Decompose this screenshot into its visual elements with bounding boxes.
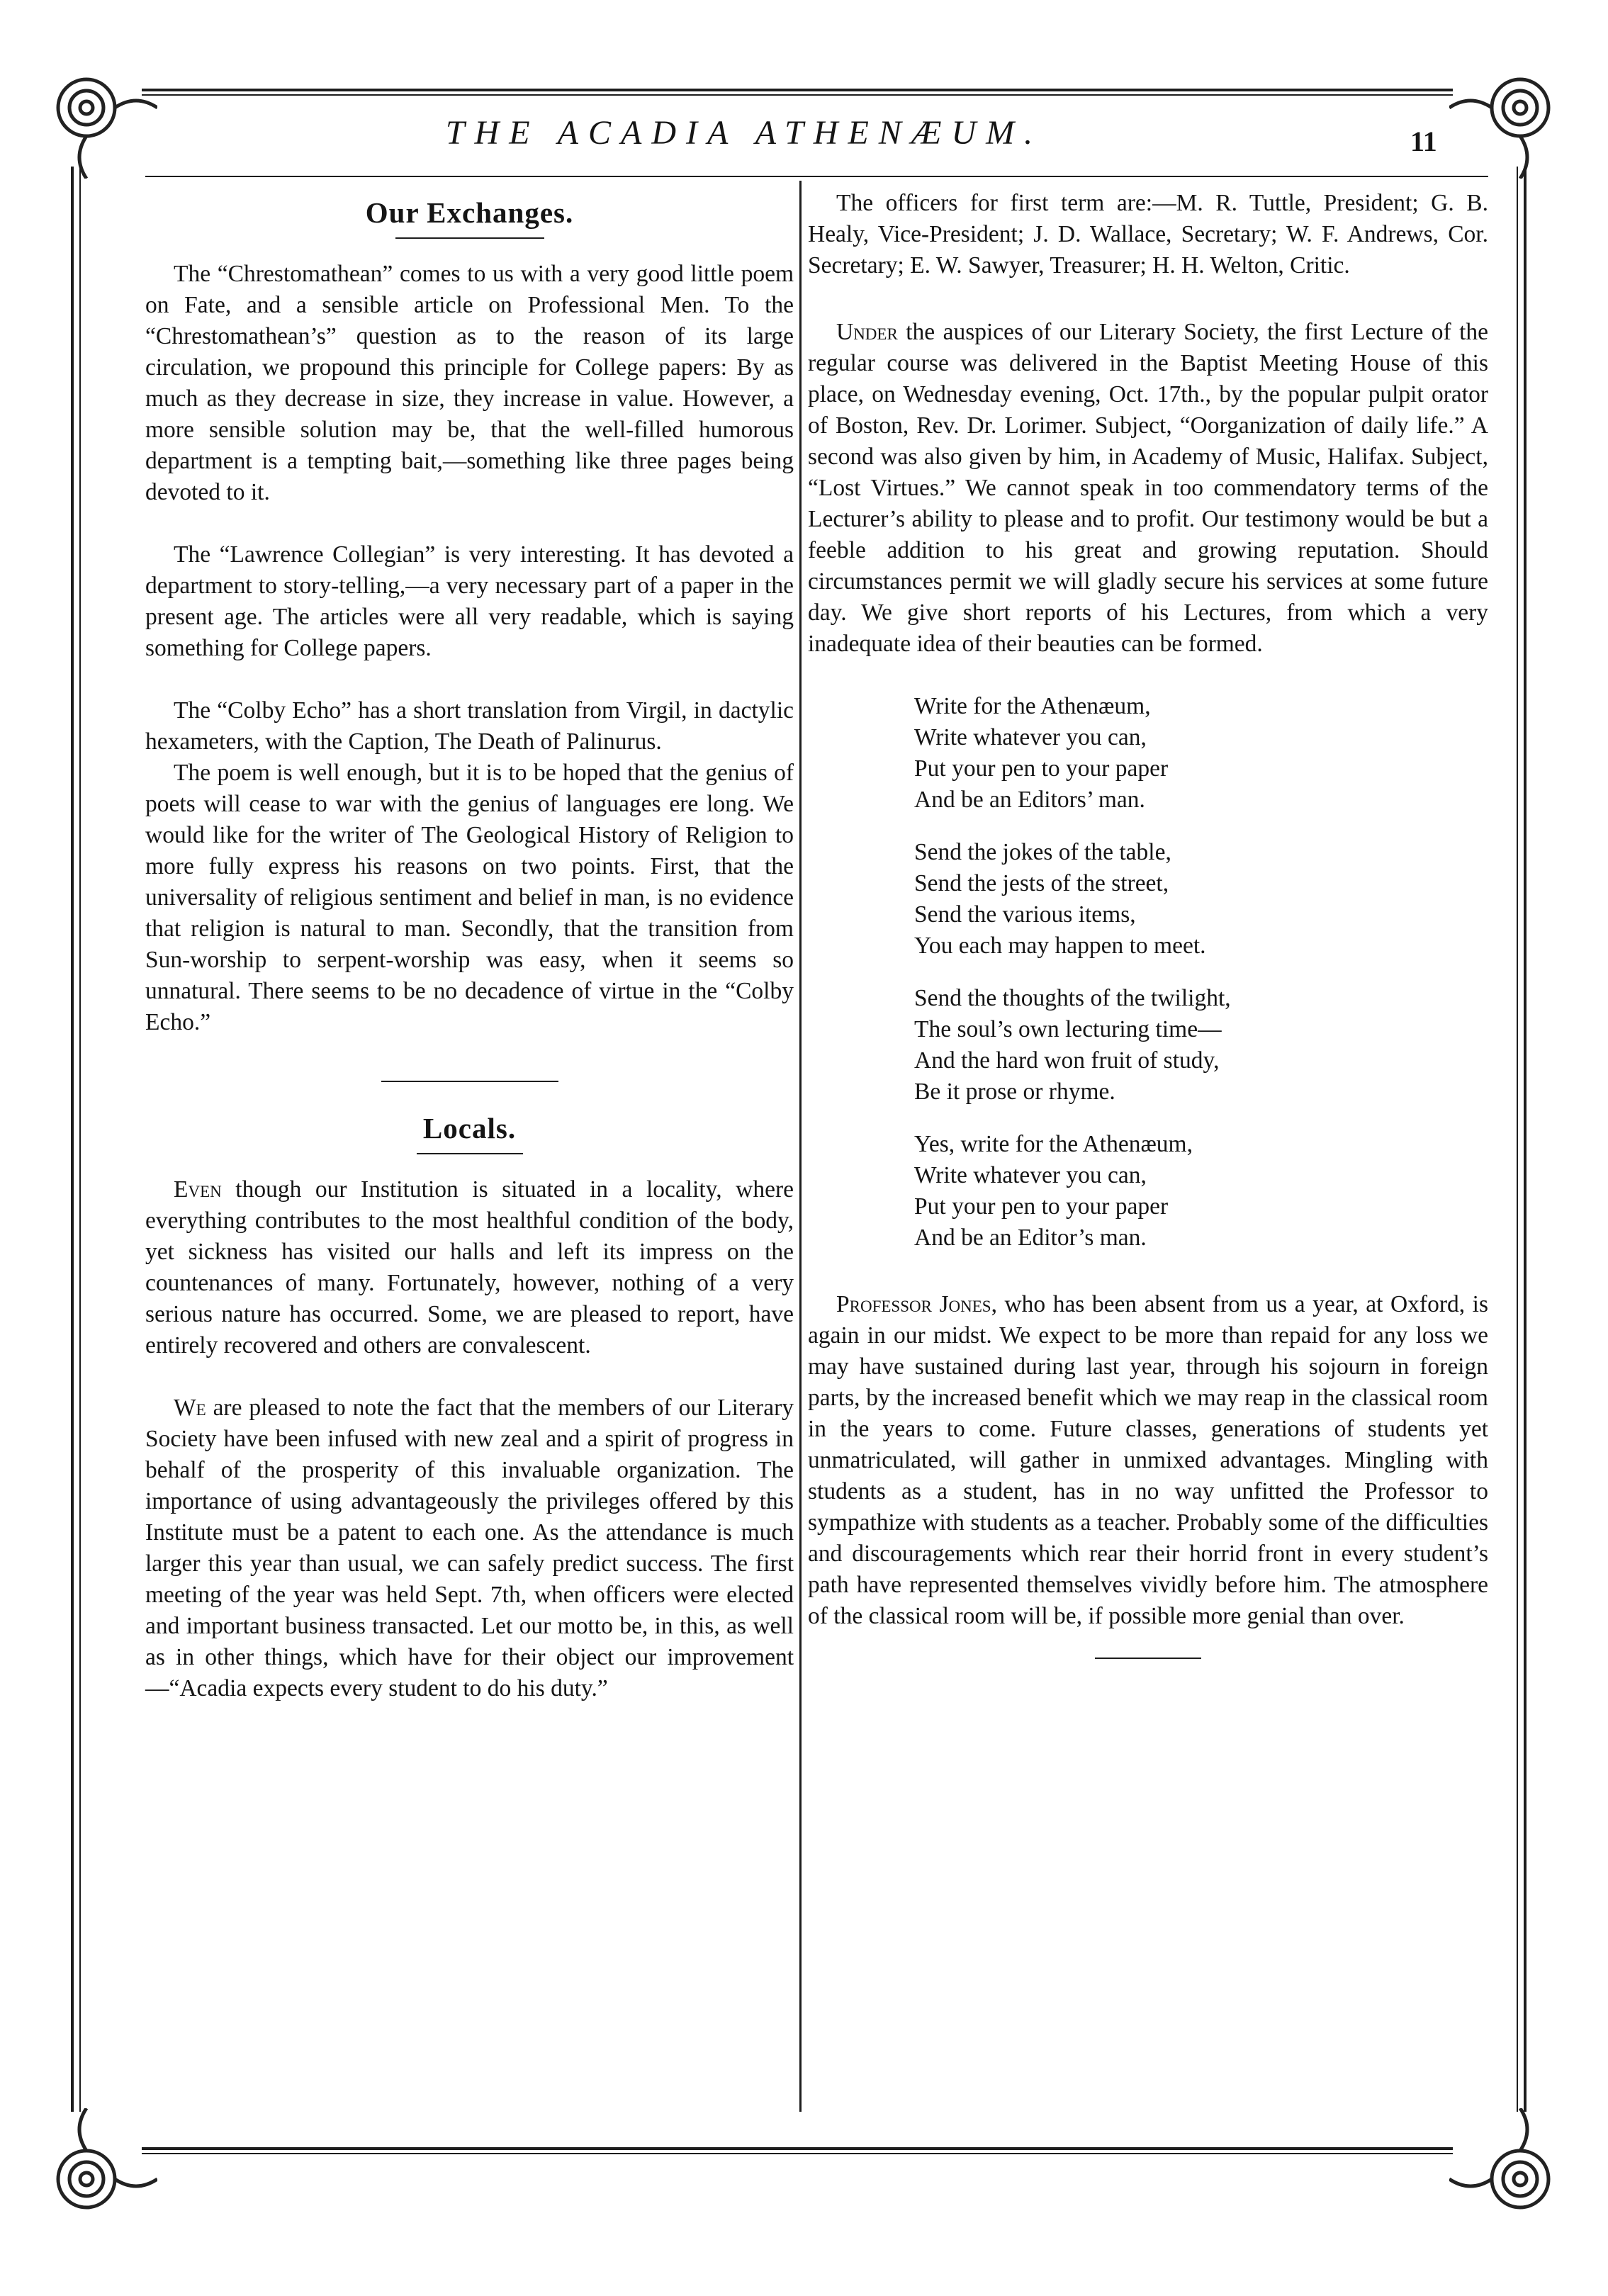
header-rule (145, 176, 1488, 177)
bottom-border-rule-thin (142, 2153, 1453, 2154)
lead-word: We (174, 1395, 206, 1421)
right-border-rule (1524, 167, 1527, 2112)
top-border-rule-thin (142, 94, 1453, 96)
professor-paragraph (808, 1289, 1488, 1632)
end-rule (1095, 1658, 1201, 1659)
heading-underline (395, 237, 544, 239)
page-header-title: THE ACADIA ATHENÆUM. (445, 114, 1043, 152)
top-border-rule (142, 89, 1453, 91)
exchanges-paragraph: The poem is well enough, but it is to be hoped that the genius of poets will cease to war with the genius of languages ere long. We would like for the writer of The Geological History of Religion to more fully express his reasons on two points. First, that the universality of religious sentiment and belief in man, is no evidence that religion is natural to man. Secondly, that the transition from Sun-worship to serpent-worship was easy, when it seems so unnatural. There seems to be no decadence of virtue in the “Colby Echo.” (145, 760, 794, 1035)
paragraph-text: are pleased to note the fact that the members of our Literary Society have been infused with new zeal and a spirit of progress in behalf of the prosperity of this invaluable organization. The importance of using advantageously the privileges offered by this Institute must be a patent to each one. As the attendance is much larger this year than usual, we can safely predict success. The first meeting of the year was held Sept. 7th, when officers were elected and important business transacted. Let our motto be, in this, as well as in other things, which have for their object our improvement—“Acadia expects every student to do his duty.” (145, 1395, 794, 1701)
section-divider (381, 1081, 558, 1082)
poem-stanza: Send the thoughts of the twilight, The soul’s own lecturing time— And the hard won fruit of study, Be it prose or rhyme. (914, 985, 1231, 1105)
locals-paragraph (145, 1392, 794, 1704)
column-divider (799, 181, 802, 2112)
bottom-border-rule (142, 2147, 1453, 2150)
lecture-paragraph (808, 317, 1488, 660)
lead-word: Under (836, 319, 898, 345)
poem-stanza: Write for the Athenæum, Write whatever you can, Put your pen to your paper And be an Editors’ man. (914, 693, 1169, 813)
exchanges-paragraph: The “Lawrence Collegian” is very interesting. It has devoted a department to story-telling,—a very necessary part of a paper in the present age. The articles were all very readable, which is saying something for College papers. (145, 541, 794, 661)
heading-underline (417, 1153, 523, 1154)
corner-ornament-top-left (44, 65, 157, 179)
corner-ornament-top-right (1449, 65, 1563, 179)
left-column (145, 188, 794, 1704)
paragraph-text: , who has been absent from us a year, at Oxford, is again in our midst. We expect to be more than repaid for any loss we may have sustained during last year, through his sojourn in foreign parts, by the increased benefit which we may reap in the classical room in the years to come. Future classes, generations of students yet unmatriculated, will gather in unmixed advantages. Mingling with students as a student, has in no way unfitted the Professor to sympathize with students as a teacher. Probably some of the difficulties and discouragements which rear their horrid front in every student’s path have represented themselves vividly before him. The atmosphere of the classical room will be, if possible more genial than over. (808, 1291, 1488, 1629)
lead-word: Professor Jones (836, 1291, 991, 1317)
poem-stanza: Yes, write for the Athenæum, Write whatever you can, Put your pen to your paper And be an Editor’s man. (914, 1131, 1193, 1251)
left-border-rule (71, 167, 74, 2112)
locals-heading: Locals. (422, 1112, 517, 1144)
exchanges-heading: Our Exchanges. (365, 196, 574, 229)
corner-ornament-bottom-right (1449, 2108, 1563, 2222)
right-border-rule-thin (1517, 167, 1518, 2112)
officers-paragraph: The officers for first term are:—M. R. Tuttle, President; G. B. Healy, Vice-President; J. D. Wallace, Secretary; W. F. Andrews, Cor. Secretary; E. W. Sawyer, Treasurer; H. H. Welton, Critic. (808, 190, 1488, 278)
left-border-rule-thin (79, 167, 81, 2112)
locals-paragraph (145, 1174, 794, 1361)
exchanges-paragraph: The “Colby Echo” has a short translation from Virgil, in dactylic hexameters, with the Caption, The Death of Palinurus. (145, 697, 794, 755)
right-column (808, 188, 1488, 1659)
corner-ornament-bottom-left (44, 2108, 157, 2222)
paragraph-text: the auspices of our Literary Society, the first Lecture of the regular course was delivered in the Baptist Meeting House of this place, on Wednesday evening, Oct. 17th., by the popular pulpit orator of Boston, Rev. Dr. Lorimer. Subject, “Oorganization of daily life.” A second was also given by him, in Academy of Music, Halifax. Subject, “Lost Virtues.” We cannot speak in too commendatory terms of the Lecturer’s ability to please and to profit. Our testimony would be but a feeble addition to his great and growing reputation. Should circumstances permit we will gladly secure his services at some future day. We give short reports of his Lectures, from which a very inadequate idea of their beauties can be formed. (808, 319, 1488, 657)
lead-word: Even (174, 1176, 222, 1203)
poem-stanza: Send the jokes of the table, Send the jests of the street, Send the various items, You each may happen to meet. (914, 839, 1206, 959)
page-number: 11 (1410, 125, 1437, 157)
paragraph-text: though our Institution is situated in a locality, where everything contributes to the most healthful condition of the body, yet sickness has visited our halls and left its impress on the countenances of many. Fortunately, however, nothing of a very serious nature has occurred. Some, we are pleased to report, have entirely recovered and others are convalescent. (145, 1176, 794, 1358)
exchanges-paragraph: The “Chrestomathean” comes to us with a very good little poem on Fate, and a sensible article on Professional Men. To the “Chrestomathean’s” question as to the reason of its large circulation, we propound this principle for College papers: By as much as they decrease in size, they increase in value. However, a more sensible solution may be, that the well-filled humorous department is a tempting bait,—something like three pages being devoted to it. (145, 261, 794, 505)
